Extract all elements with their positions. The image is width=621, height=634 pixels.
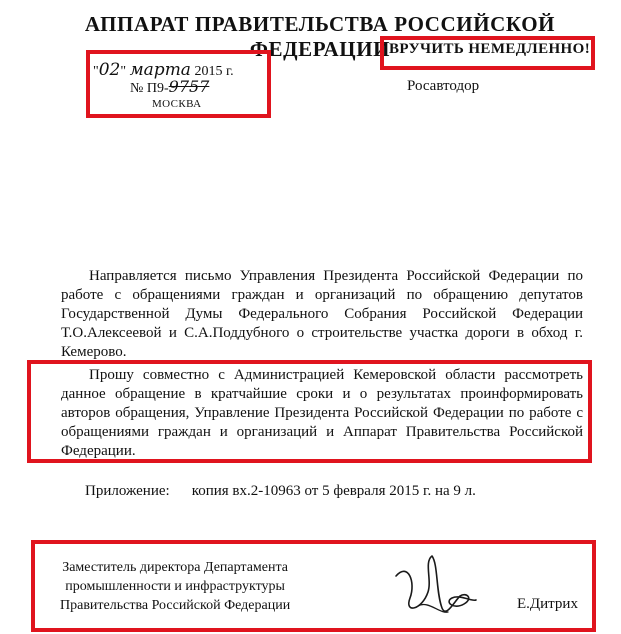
signer-position-line-2: промышленности и инфраструктуры	[65, 579, 285, 594]
handwritten-signature	[388, 552, 478, 624]
body-paragraph-2	[61, 366, 583, 461]
signer-name: Е.Дитрих	[517, 596, 578, 612]
body-paragraph-1-text: Направляется письмо Управления Президента Российской Федерации по работе с обращениями граждан и организаций по обращению депутатов Государственной Думы Федерального Собрания Российской Федерации Т.О.Алексеевой и С.А.Поддубного о строительстве участка дороги в обход г. Кемерово.	[61, 268, 583, 360]
document-header-title: АППАРАТ ПРАВИТЕЛЬСТВА РОССИЙСКОЙ ФЕДЕРАЦИИ	[84, 12, 556, 61]
registration-day: 02	[98, 60, 121, 80]
registration-number-prefix: № П9-	[130, 81, 169, 96]
registration-year: 2015 г.	[194, 64, 234, 79]
attachment-line	[85, 483, 476, 500]
recipient: Росавтодор	[407, 78, 480, 94]
attachment-label: Приложение:	[85, 483, 170, 499]
signer-position	[60, 558, 290, 615]
registration-number	[130, 77, 209, 97]
urgent-mark: ВРУЧИТЬ НЕМЕДЛЕННО!	[389, 41, 591, 57]
registration-month: марта	[129, 60, 191, 80]
attachment-text: копия вх.2-10963 от 5 февраля 2015 г. на 9 л.	[191, 483, 476, 499]
body-paragraph-1	[61, 267, 583, 362]
body-paragraph-2-text: Прошу совместно с Администрацией Кемеровской области рассмотреть данное обращение в кратчайшие сроки и о результатах проинформировать авторов обращения, Управление Президента Российской Федерации по работе с обращениями граждан и организаций и Аппарат Правительства Российской Федерации.	[61, 367, 583, 459]
registration-number-value: 9757	[168, 77, 210, 96]
signer-position-line-1: Заместитель директора Департамента	[62, 560, 289, 575]
registration-city: МОСКВА	[152, 98, 202, 110]
registration-date: "02" марта 2015 г.	[93, 60, 234, 80]
signer-position-line-3: Правительства Российской Федерации	[60, 598, 291, 613]
